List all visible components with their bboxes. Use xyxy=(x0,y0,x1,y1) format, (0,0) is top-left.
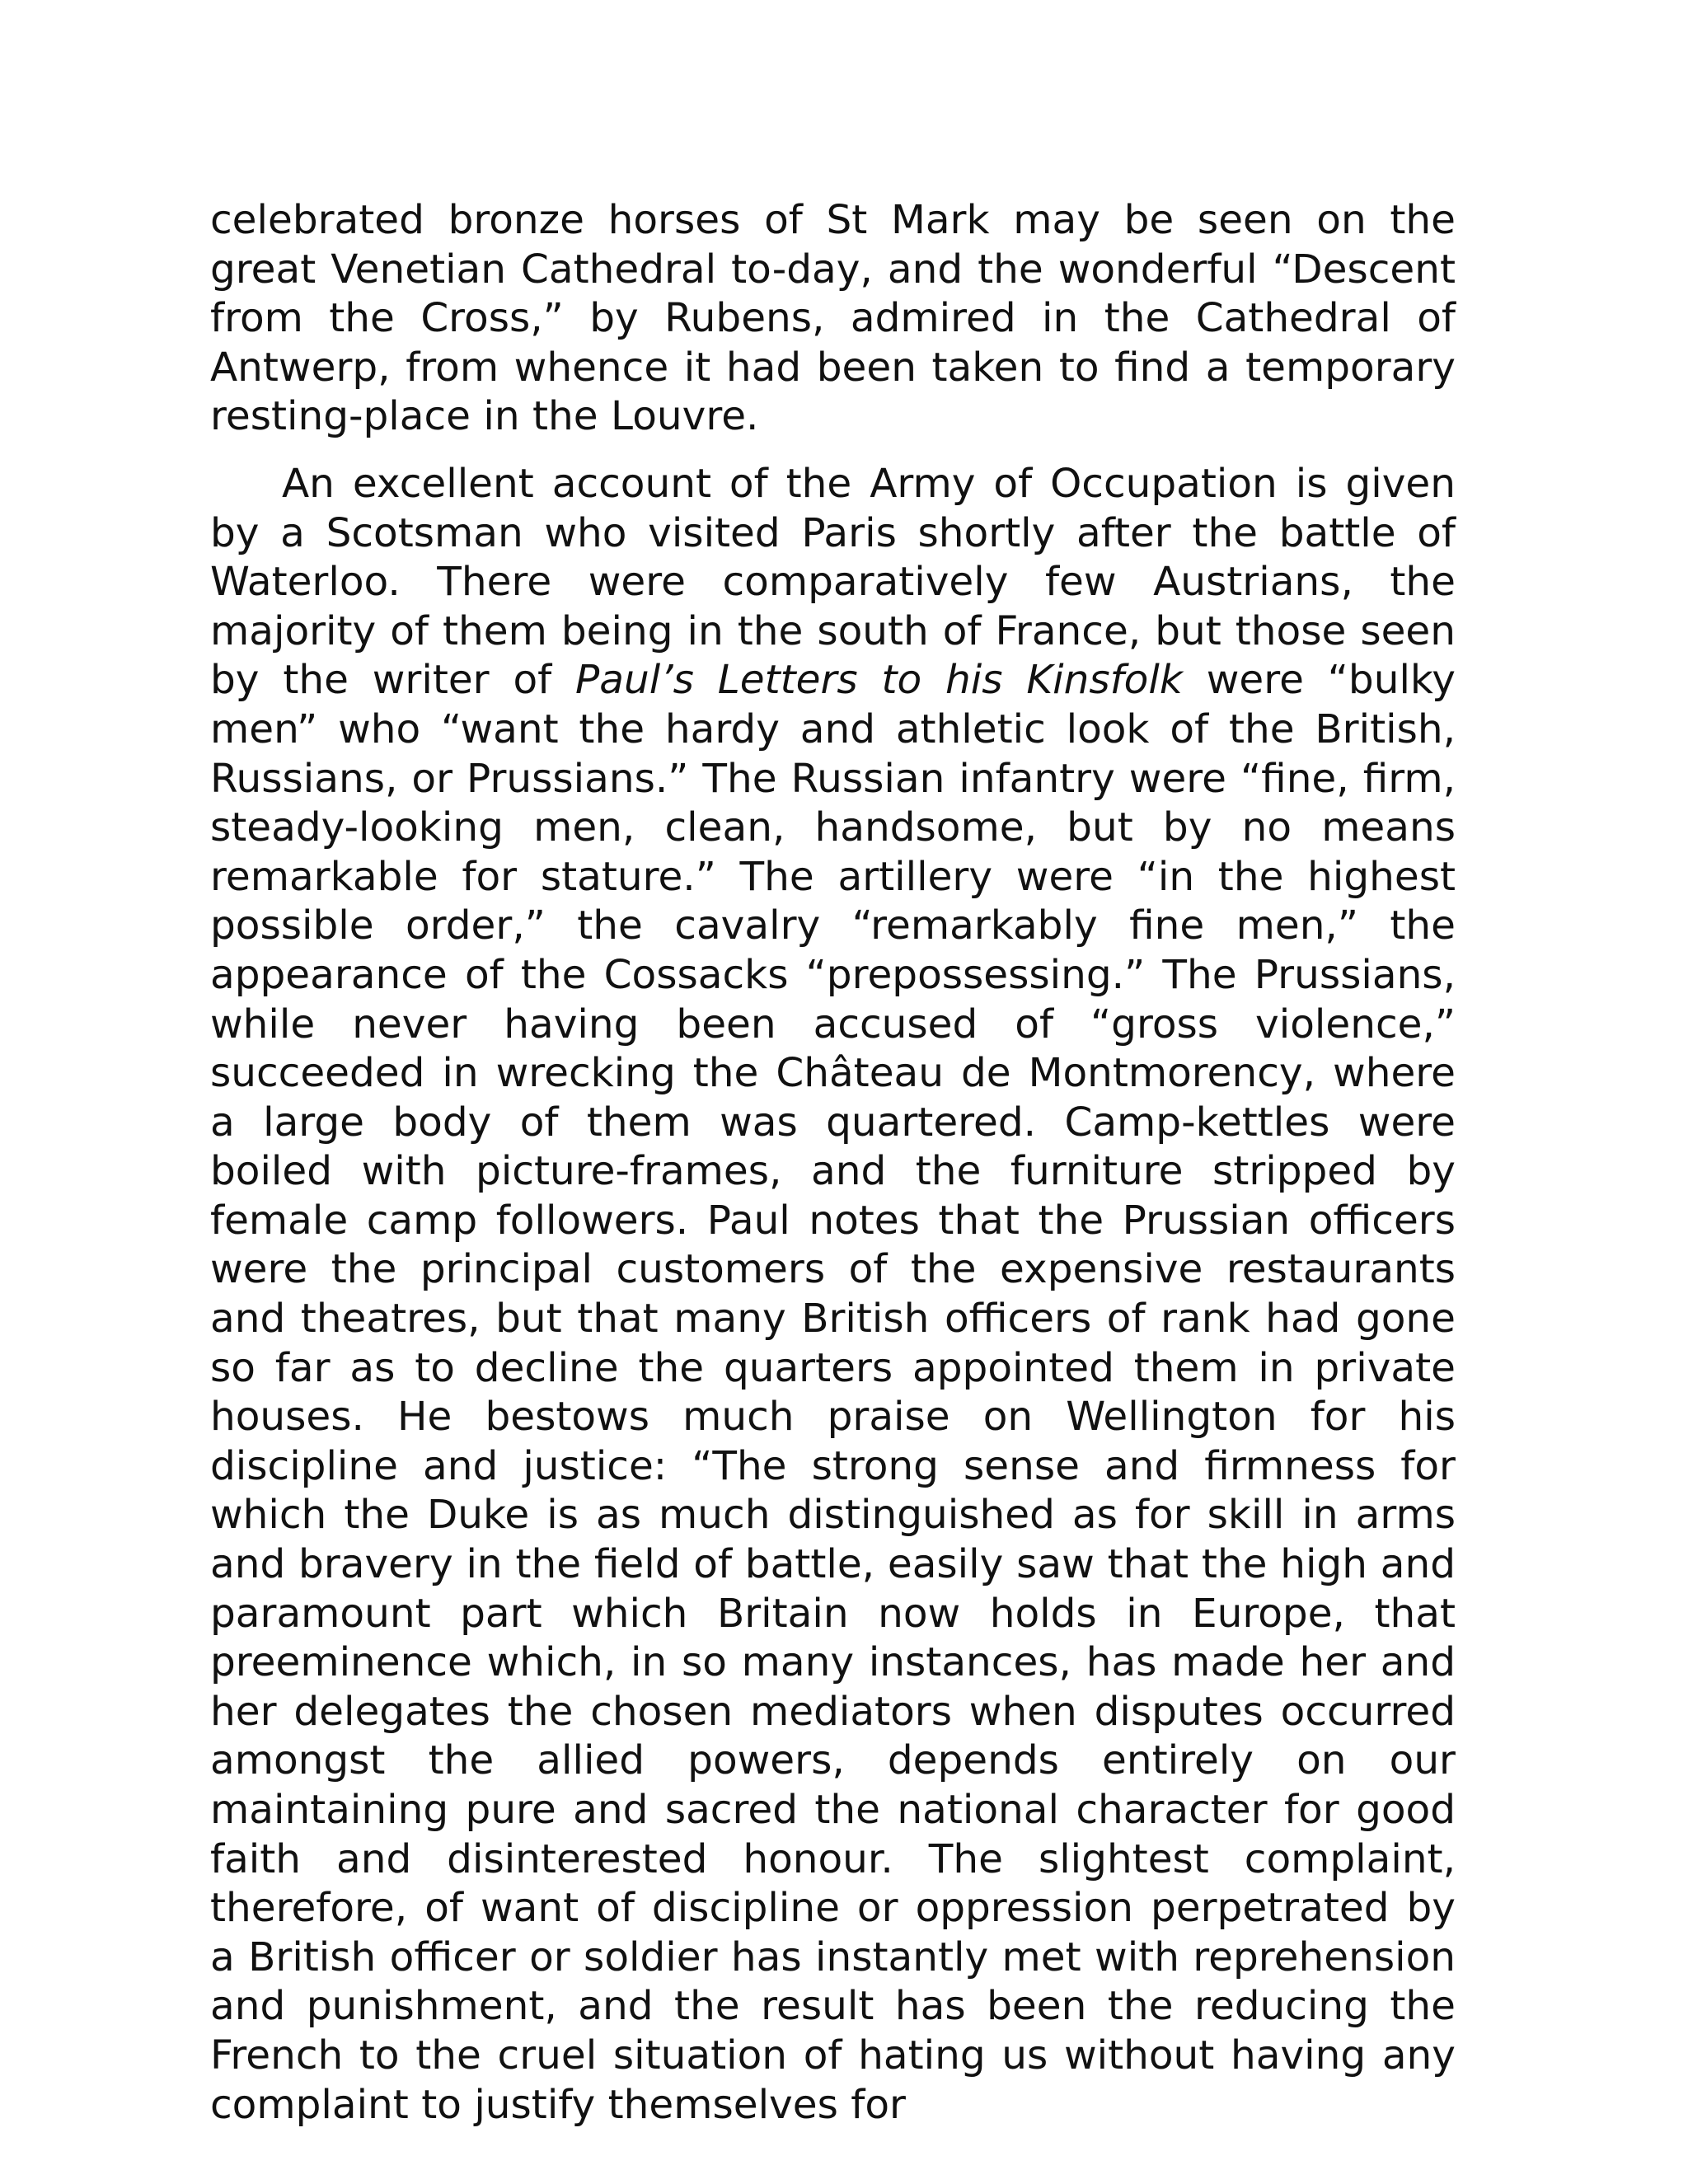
book-title: Paul’s Letters to his Kinsfolk xyxy=(575,657,1183,704)
page-body xyxy=(210,196,1456,2130)
paragraph-text-start: An excellent account of the Army of Occupation is given by a Scotsman who visited Paris shortly after the battle of Waterloo. There were comparatively few Austrians, the majority of them being in the south of France, but those seen by the writer of xyxy=(210,460,1456,704)
paragraph-army-of-occupation xyxy=(210,460,1456,2130)
paragraph-continuation: celebrated bronze horses of St Mark may be seen on the great Venetian Cathedral to-day, and the wonderful “Descent from the Cross,” by Rubens, admired in the Cathedral of Antwerp, from whence it had been taken to find a temporary resting-place in the Louvre. xyxy=(210,197,1456,440)
paragraph-text-end: were “bulky men” who “want the hardy and athletic look of the British, Russians, or Prussians.” The Russian infantry were “fine, firm, steady-looking men, clean, handsome, but by no means remarkable for stature.” The artillery were “in the highest possible order,” the cavalry “remarkably fine men,” the appearance of the Cossacks “prepossessing.” The Prussians, while never having been accused of “gross violence,” succeeded in wrecking the Château de Montmorency, where a large body of them was quartered. Camp-kettles were boiled with picture-frames, and the furniture stripped by female camp followers. Paul notes that the Prussian officers were the principal customers of the expensive restaurants and theatres, but that many British officers of rank had gone so far as to decline the quarters appointed them in private houses. He bestows much praise on Wellington for his discipline and justice: “The strong sense and firmness for which the Duke is as much distinguished as for skill in arms and bravery in the field of battle, easily saw that the high and paramount part which Britain now holds in Europe, that preeminence which, in so many instances, has made her and her delegates the chosen mediators when disputes occurred amongst the allied powers, depends entirely on our maintaining pure and sacred the national character for good faith and disinterested honour. The slightest complaint, therefore, of want of discipline or oppression perpetrated by a British officer or soldier has instantly met with reprehension and punishment, and the result has been the reducing the French to the cruel situation of hating us without having any complaint to justify themselves for xyxy=(210,657,1456,2128)
